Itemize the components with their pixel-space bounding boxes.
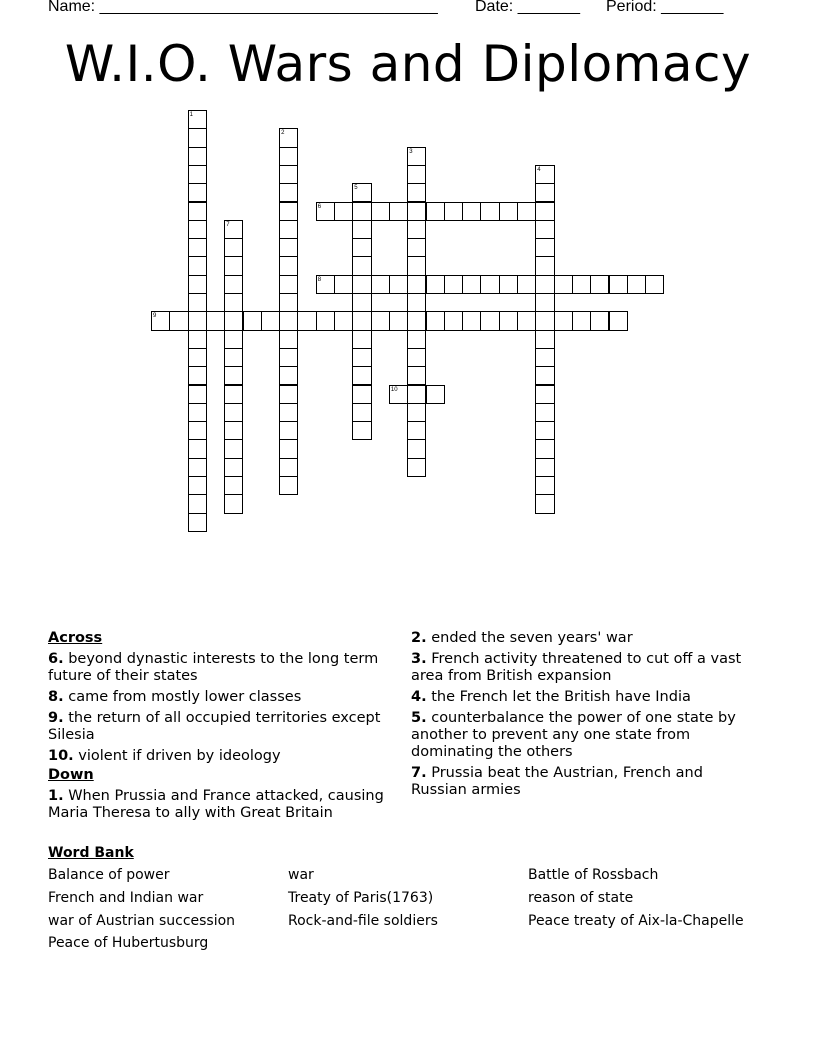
crossword-cell[interactable] [297,311,316,330]
crossword-cell[interactable] [535,439,554,458]
down-heading: Down [48,767,94,783]
crossword-cell[interactable] [462,275,481,294]
crossword-cell[interactable] [480,275,499,294]
crossword-cell[interactable] [352,183,371,202]
clue-number-label: 9 [153,313,157,320]
crossword-cell[interactable] [462,202,481,221]
crossword-cell[interactable] [279,202,298,221]
crossword-cell[interactable] [462,311,481,330]
crossword-cell[interactable] [517,275,536,294]
word-bank-item: French and Indian war [48,890,204,906]
word-bank-item: Peace treaty of Aix-la-Chapelle [528,913,744,929]
crossword-cell[interactable] [407,311,426,330]
crossword-cell[interactable] [352,385,371,404]
crossword-cell[interactable] [224,293,243,312]
crossword-cell[interactable] [535,238,554,257]
crossword-cell[interactable] [279,147,298,166]
clue-number-label: 1 [189,112,193,118]
crossword-cell[interactable] [224,439,243,458]
crossword-cell[interactable] [407,202,426,221]
crossword-cell[interactable] [407,183,426,202]
crossword-cell[interactable] [407,275,426,294]
crossword-cell[interactable] [517,311,536,330]
clue-down-4: 4. the French let the British have India [411,689,691,705]
crossword-cell[interactable] [609,275,628,294]
crossword-cell[interactable] [279,476,298,495]
crossword-cell[interactable] [407,366,426,385]
clue-number-label: 5 [354,185,358,192]
clues-right-column [411,630,761,803]
crossword-cell[interactable] [224,311,243,330]
crossword-cell[interactable] [188,403,207,422]
crossword-cell[interactable] [279,220,298,239]
crossword-cell[interactable] [224,403,243,422]
clue-down-7: 7. Prussia beat the Austrian, French and Russian armies [411,765,703,798]
crossword-cell[interactable] [316,311,335,330]
crossword-cell[interactable] [535,202,554,221]
word-bank-item: war [288,867,314,883]
crossword-cell[interactable] [572,275,591,294]
crossword-cell[interactable] [352,421,371,440]
crossword-cell[interactable] [407,421,426,440]
crossword-cell[interactable] [188,183,207,202]
crossword-cell[interactable] [352,293,371,312]
crossword-cell[interactable] [554,311,573,330]
clue-number-label: 6 [317,203,322,210]
crossword-cell[interactable] [352,238,371,257]
crossword-cell[interactable] [389,202,408,221]
crossword-cell[interactable] [188,348,207,367]
crossword-cell[interactable] [279,439,298,458]
crossword-cell[interactable] [590,311,609,330]
crossword-cell[interactable] [535,183,554,202]
crossword-cell[interactable] [444,202,463,221]
crossword-cell[interactable] [352,275,371,294]
crossword-cell[interactable] [590,275,609,294]
crossword-cell[interactable] [352,220,371,239]
crossword-cell[interactable] [407,403,426,422]
crossword-cell[interactable] [407,256,426,275]
crossword-cell[interactable] [444,311,463,330]
crossword-cell[interactable] [535,275,554,294]
crossword-cell[interactable] [535,165,554,184]
crossword-cell[interactable] [188,275,207,294]
name-field[interactable]: Name: ______________________________________ [48,0,438,15]
crossword-cell[interactable] [279,311,298,330]
crossword-cell[interactable] [426,275,445,294]
crossword-cell[interactable] [206,311,225,330]
clue-down-5: 5. counterbalance the power of one state by another to prevent any one state from dominating the others [411,710,736,760]
crossword-cell[interactable] [188,110,207,129]
crossword-cell[interactable] [188,421,207,440]
crossword-cell[interactable] [352,311,371,330]
crossword-cell[interactable] [535,330,554,349]
crossword-cell[interactable] [279,183,298,202]
crossword-cell[interactable] [261,311,280,330]
crossword-cell[interactable] [224,494,243,513]
crossword-cell[interactable] [352,403,371,422]
crossword-cell[interactable] [535,458,554,477]
crossword-cell[interactable] [535,403,554,422]
crossword-cell[interactable] [407,439,426,458]
word-bank-item: war of Austrian succession [48,913,236,929]
crossword-cell[interactable] [627,275,646,294]
crossword-cell[interactable] [535,348,554,367]
crossword-cell[interactable] [407,220,426,239]
crossword-cell[interactable] [188,256,207,275]
crossword-cell[interactable] [279,421,298,440]
across-heading: Across [48,630,103,646]
crossword-cell[interactable] [224,366,243,385]
crossword-cell[interactable] [499,275,518,294]
crossword-cell[interactable] [334,275,353,294]
crossword-cell[interactable] [279,165,298,184]
crossword-cell[interactable] [407,238,426,257]
word-bank-item: Battle of Rossbach [528,867,659,883]
crossword-cell[interactable] [371,275,390,294]
crossword-cell[interactable] [444,275,463,294]
crossword-cell[interactable] [224,220,243,239]
word-bank-item: Balance of power [48,867,170,883]
crossword-cell[interactable] [352,348,371,367]
crossword-cell[interactable] [188,476,207,495]
crossword-cell[interactable] [499,202,518,221]
crossword-cell[interactable] [426,202,445,221]
crossword-cell[interactable] [407,348,426,367]
crossword-cell[interactable] [279,275,298,294]
crossword-cell[interactable] [188,458,207,477]
crossword-cell[interactable] [371,202,390,221]
crossword-cell[interactable] [371,311,390,330]
crossword-cell[interactable] [224,348,243,367]
crossword-cell[interactable] [243,311,262,330]
crossword-cell[interactable] [279,458,298,477]
crossword-cell[interactable] [407,147,426,166]
crossword-cell[interactable] [224,256,243,275]
period-field[interactable]: Period: _______ [606,0,724,15]
date-field[interactable]: Date: _______ [475,0,580,15]
clue-number-label: 8 [317,276,322,283]
crossword-cell[interactable] [279,256,298,275]
crossword-cell[interactable] [188,385,207,404]
crossword-cell[interactable] [316,275,335,294]
crossword-cell[interactable] [279,385,298,404]
crossword-cell[interactable] [279,403,298,422]
clue-across-10: 10. violent if driven by ideology [48,748,281,764]
crossword-cell[interactable] [554,275,573,294]
crossword-cell[interactable] [535,293,554,312]
crossword-cell[interactable] [480,202,499,221]
word-bank-heading: Word Bank [48,845,134,861]
crossword-cell[interactable] [407,293,426,312]
crossword-cell[interactable] [334,202,353,221]
crossword-cell[interactable] [279,366,298,385]
clue-down-2: 2. ended the seven years' war [411,630,633,646]
crossword-cell[interactable] [426,311,445,330]
crossword-cell[interactable] [535,476,554,495]
crossword-cell[interactable] [535,220,554,239]
clue-number-label: 7 [226,221,230,228]
clue-down-1: 1. When Prussia and France attacked, causing Maria Theresa to ally with Great Britain [48,788,384,821]
clue-across-8: 8. came from mostly lower classes [48,689,302,705]
crossword-cell[interactable] [188,439,207,458]
crossword-cell[interactable] [389,311,408,330]
word-bank-item: Rock-and-file soldiers [288,913,438,929]
crossword-cell[interactable] [188,165,207,184]
crossword-cell[interactable] [188,293,207,312]
crossword-cell[interactable] [169,311,188,330]
crossword-cell[interactable] [535,421,554,440]
crossword-cell[interactable] [316,202,335,221]
crossword-cell[interactable] [279,348,298,367]
clue-down-3: 3. French activity threatened to cut off a vast area from British expansion [411,651,742,684]
crossword-cell[interactable] [389,385,408,404]
crossword-cell[interactable] [407,330,426,349]
crossword-cell[interactable] [224,476,243,495]
crossword-cell[interactable] [352,256,371,275]
clue-number-label: 3 [409,148,413,155]
crossword-cell[interactable] [407,385,426,404]
crossword-cell[interactable] [279,128,298,147]
clue-number-label: 10 [390,386,398,393]
clue-number-label: 2 [281,130,285,137]
crossword-cell[interactable] [480,311,499,330]
crossword-cell[interactable] [499,311,518,330]
crossword-cell[interactable] [334,311,353,330]
crossword-cell[interactable] [188,220,207,239]
crossword-cell[interactable] [188,366,207,385]
crossword-cell[interactable] [535,494,554,513]
crossword-cell[interactable] [151,311,170,330]
word-bank-item: Treaty of Paris(1763) [288,890,434,906]
crossword-cell[interactable] [224,275,243,294]
crossword-cell[interactable] [407,165,426,184]
crossword-cell[interactable] [645,275,664,294]
crossword-cell[interactable] [279,330,298,349]
crossword-cell[interactable] [407,458,426,477]
clues-left-column [48,630,408,826]
crossword-cell[interactable] [188,494,207,513]
crossword-cell[interactable] [188,202,207,221]
crossword-cell[interactable] [535,311,554,330]
crossword-cell[interactable] [609,311,628,330]
crossword-cell[interactable] [535,256,554,275]
crossword-cell[interactable] [426,385,445,404]
crossword-cell[interactable] [224,385,243,404]
crossword-cell[interactable] [572,311,591,330]
crossword-cell[interactable] [389,275,408,294]
crossword-cell[interactable] [224,421,243,440]
crossword-cell[interactable] [188,147,207,166]
crossword-cell[interactable] [188,128,207,147]
crossword-cell[interactable] [188,238,207,257]
crossword-cell[interactable] [535,366,554,385]
crossword-cell[interactable] [224,330,243,349]
crossword-cell[interactable] [352,330,371,349]
crossword-cell[interactable] [352,366,371,385]
crossword-cell[interactable] [224,238,243,257]
clue-across-6: 6. beyond dynastic interests to the long term future of their states [48,651,379,684]
clue-number-label: 4 [537,166,541,173]
word-bank-item: Peace of Hubertusburg [48,935,209,951]
crossword-cell[interactable] [517,202,536,221]
crossword-cell[interactable] [188,311,207,330]
crossword-cell[interactable] [535,385,554,404]
crossword-cell[interactable] [188,513,207,532]
word-bank-item: reason of state [528,890,634,906]
crossword-cell[interactable] [188,330,207,349]
clue-across-9: 9. the return of all occupied territories except Silesia [48,710,381,743]
crossword-cell[interactable] [279,238,298,257]
page-title: W.I.O. Wars and Diplomacy [64,35,752,93]
crossword-cell[interactable] [279,293,298,312]
crossword-cell[interactable] [224,458,243,477]
crossword-cell[interactable] [352,202,371,221]
